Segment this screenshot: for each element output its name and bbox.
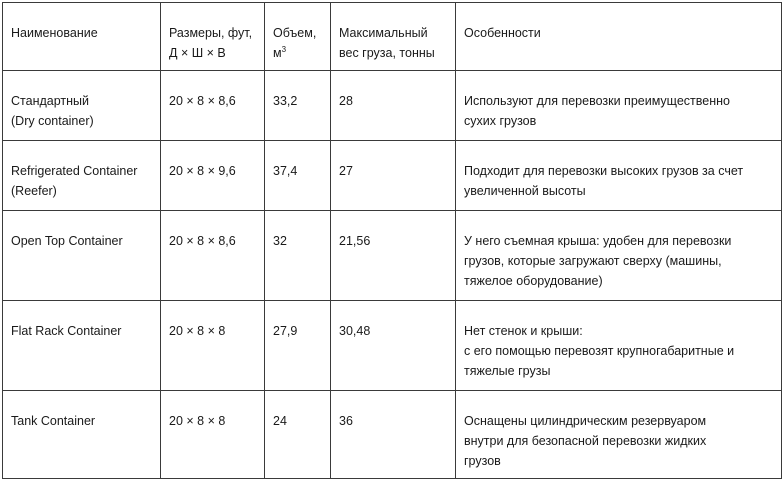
cell-features: Используют для перевозки преимущественно сухих грузов (456, 71, 782, 141)
header-volume-label: Объем, м (273, 26, 317, 60)
cell-features: Подходит для перевозки высоких грузов за счет увеличенной высоты (456, 141, 782, 211)
cell-features: Оснащены цилиндрическим резервуаром внутри для безопасной перевозки жидких грузов (456, 391, 782, 479)
cell-volume: 33,2 (265, 71, 331, 141)
header-name: Наименование (3, 3, 161, 71)
cell-name: Flat Rack Container (3, 301, 161, 391)
table-row (3, 211, 782, 301)
cell-size: 20 × 8 × 8 (161, 391, 265, 479)
cell-volume: 27,9 (265, 301, 331, 391)
header-size: Размеры, фут, Д × Ш × В (161, 3, 265, 71)
table-header-row (3, 3, 782, 71)
cell-size: 20 × 8 × 8,6 (161, 211, 265, 301)
cell-volume: 24 (265, 391, 331, 479)
cell-size: 20 × 8 × 8 (161, 301, 265, 391)
table-row (3, 391, 782, 479)
cell-weight: 21,56 (331, 211, 456, 301)
cell-volume: 32 (265, 211, 331, 301)
cell-weight: 36 (331, 391, 456, 479)
cell-name: Refrigerated Container (Reefer) (3, 141, 161, 211)
table-row (3, 301, 782, 391)
cell-size: 20 × 8 × 8,6 (161, 71, 265, 141)
cell-weight: 27 (331, 141, 456, 211)
cell-weight: 28 (331, 71, 456, 141)
table-row (3, 71, 782, 141)
cell-volume: 37,4 (265, 141, 331, 211)
cell-name: Стандартный (Dry container) (3, 71, 161, 141)
cell-size: 20 × 8 × 9,6 (161, 141, 265, 211)
cell-features: У него съемная крыша: удобен для перевозки грузов, которые загружают сверху (машины, тяжелое оборудование) (456, 211, 782, 301)
header-volume (265, 3, 331, 71)
header-features: Особенности (456, 3, 782, 71)
header-volume-superscript: 3 (281, 44, 287, 54)
cell-weight: 30,48 (331, 301, 456, 391)
header-weight: Максимальный вес груза, тонны (331, 3, 456, 71)
cell-name: Tank Container (3, 391, 161, 479)
cell-name: Open Top Container (3, 211, 161, 301)
table-row (3, 141, 782, 211)
container-types-table (2, 2, 782, 479)
cell-features: Нет стенок и крыши: с его помощью перевозят крупногабаритные и тяжелые грузы (456, 301, 782, 391)
